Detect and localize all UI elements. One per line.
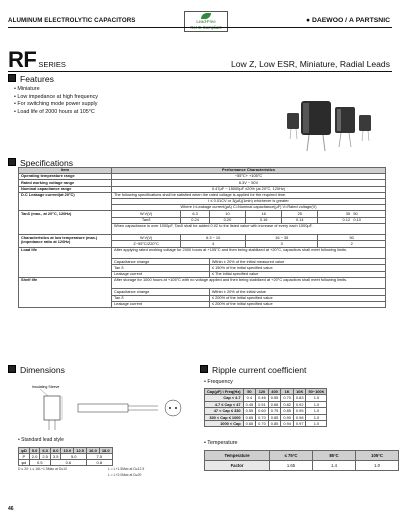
brand-logo: ● DAEWOO / А PARTSNIC: [305, 17, 390, 24]
spec-row-shelflife: Shelf life After storage for 1000 hours at +105°C with no voltage applied and then being stabilized at +20°C capacitors shall meet following limits.: [19, 277, 386, 289]
capacitor-top-body: [78, 404, 128, 412]
title-rule: [8, 71, 392, 72]
header-rule: [8, 27, 392, 28]
lead-table-header: φD 5.0 6.3 8.0 10.0 12.5 16.0 18.0: [19, 448, 113, 454]
dim-note-2: L = L+1.5Max at D≥12.5: [108, 467, 145, 471]
page-number: 46: [8, 506, 14, 512]
spec-row-shelflife-tan: Tan δ ≤ 200% of the initial specified value: [19, 295, 386, 301]
sleeve-label: Insulating Sleeve: [32, 385, 60, 389]
dim-note-3: L = L+2.0Max at D≥20: [108, 473, 142, 477]
section-bullet-icon: [200, 365, 208, 373]
freq-head-left: Cap(µF): [207, 389, 222, 394]
features-heading: Features: [8, 74, 54, 84]
dimension-drawing: [18, 382, 188, 432]
feature-item: • For switching mode power supply: [14, 101, 98, 109]
spec-row-lowtemp-ratio: Z−55°C/Z20°C 4 3 2: [19, 241, 386, 247]
ripple-heading: Ripple current coefficient: [200, 365, 306, 375]
spec-row-nominal-cap: Nominal capacitance range 0.47µF ~ 15000µF ±20% (at 20°C, 120Hz): [19, 186, 386, 192]
series-tagline: Low Z, Low ESR, Miniature, Radial Leads: [230, 59, 390, 69]
series-title: [8, 47, 66, 73]
series-code: RF: [8, 47, 37, 72]
feature-item: • Low impedance at high frequency: [14, 94, 98, 102]
col-item: Item: [19, 168, 112, 174]
spec-row-loadlife: Load life After applying rated working voltage for 2000 hours at +105°C and then being stabilized at +20°C, capacitors shall meet following limits.: [19, 247, 386, 259]
spec-row-tan-values: Tanδ 0.24 0.20 0.16 0.14 0.12 0.10: [19, 217, 386, 223]
spec-row-dc-leakage: D.C Leakage current(at 20°C) The following specifications shall be satisfied when the rated voltage is applied for the required time.: [19, 192, 386, 198]
dim-note-1: D ≤ 20: L ≤ 16L+1.5Max at D≤10: [18, 467, 67, 471]
feature-item: • Miniature: [14, 86, 98, 94]
temperature-factor-table: [204, 450, 399, 471]
spec-row-dc-leakage-where: Where I=Leakage current(µA) C=Nominal capacitance(µF) V=Rated voltage(V): [19, 205, 386, 211]
freq-row: 330 < Cap ≤ 1000 0.65 0.70 0.85 0.90 0.98 1.0: [205, 414, 327, 420]
section-bullet-icon: [8, 158, 16, 166]
freq-head-unit: Freq(Hz): [224, 389, 241, 394]
spec-row-lowtemp-wv: Characteristics at low temperature (max.) (impedance ratio at 120Hz) W.V(V) 6.3 ~ 10 16 ~ 35 50: [19, 235, 386, 241]
spec-row-tan-wv: Tanδ (max., at 20°C, 120Hz) W.V(V) 6.3 10 16 25 35 50: [19, 211, 386, 217]
rohs-text: RoHS Compliant: [190, 24, 222, 30]
feature-item: • Load life of 2000 hours at 105°C: [14, 109, 98, 117]
lead-dimension-table: [18, 447, 113, 466]
specifications-table: [18, 167, 386, 308]
capacitor-medium-icon: [335, 107, 355, 147]
freq-row: 1000 < Cap 0.65 0.70 0.85 0.94 0.97 1.0: [205, 421, 327, 427]
col-performance: Performance Characteristics: [112, 168, 386, 174]
capacitor-large-icon: [301, 101, 331, 151]
lead-table-row-p: P 2.0 2.5 3.5 5.0 7.5: [19, 454, 113, 460]
freq-row: 4.7 ≤ Cap < 47 0.45 0.51 0.68 0.82 0.92 1.0: [205, 401, 327, 407]
frequency-title: • Frequency: [204, 379, 233, 385]
spec-row-rated-voltage: Rated working voltage range 6.3V ~ 50V: [19, 180, 386, 186]
freq-row: 47 < Cap ≤ 330 0.55 0.60 0.75 0.85 0.95 1.0: [205, 408, 327, 414]
leadfree-text: Lead-Free: [196, 19, 216, 24]
spec-row-loadlife-leak: Leakage current ≤ The initial specified value: [19, 271, 386, 277]
capacitor-end-view: [165, 400, 181, 416]
catalog-category: ALUMINUM ELECTROLYTIC CAPACITORS: [8, 17, 136, 24]
spec-row-dc-leakage-formula: I ≤ 0.01CV or 3(µA)(1min) whichever is greater: [19, 198, 386, 204]
lead-table-row-d: φd 0.5 0.6 0.8: [19, 460, 113, 466]
temp-factor-row: Factor 1.65 1.4 1.0: [205, 461, 399, 471]
temp-header-row: Temperature ≤ 75°C 85°C 105°C: [205, 451, 399, 461]
spec-row-shelflife-leak: Leakage current ≤ 200% of the initial specified value: [19, 301, 386, 307]
lead-style-title: • Standard lead style: [18, 437, 64, 443]
freq-row: Cap < 4.7 0.4 0.46 0.55 0.70 0.83 1.0: [205, 395, 327, 401]
temperature-title: • Temperature: [204, 440, 238, 446]
spec-row-loadlife-cap: Capacitance change Within ± 20% of the initial measured value: [19, 259, 386, 265]
frequency-coefficient-table: [204, 388, 327, 427]
spec-row-tan-note: When capacitance is over 1000µF, Tanδ shall be added 0.02 to the listed value with increase of every each 1000µF.: [19, 223, 386, 235]
capacitor-product-image: [265, 97, 385, 157]
dimensions-heading: Dimensions: [8, 365, 65, 375]
section-bullet-icon: [8, 74, 16, 82]
spec-row-shelflife-cap: Capacitance change Within ± 20% of the initial value: [19, 289, 386, 295]
specifications-heading: Specifications: [8, 158, 73, 168]
leadfree-badge: [184, 11, 228, 32]
section-bullet-icon: [8, 365, 16, 373]
capacitor-side-view: [44, 396, 60, 420]
freq-header-row: Cap(µF) \ Freq(Hz) 50 120 400 1K 10K 50~100K: [205, 389, 327, 395]
spec-row-op-temp: Operating temperature range −55°C+ +105°C: [19, 174, 386, 180]
series-suffix: SERIES: [38, 60, 66, 69]
features-list: [14, 86, 98, 116]
spec-row-loadlife-tan: Tan δ ≤ 150% of the initial specified value: [19, 265, 386, 271]
